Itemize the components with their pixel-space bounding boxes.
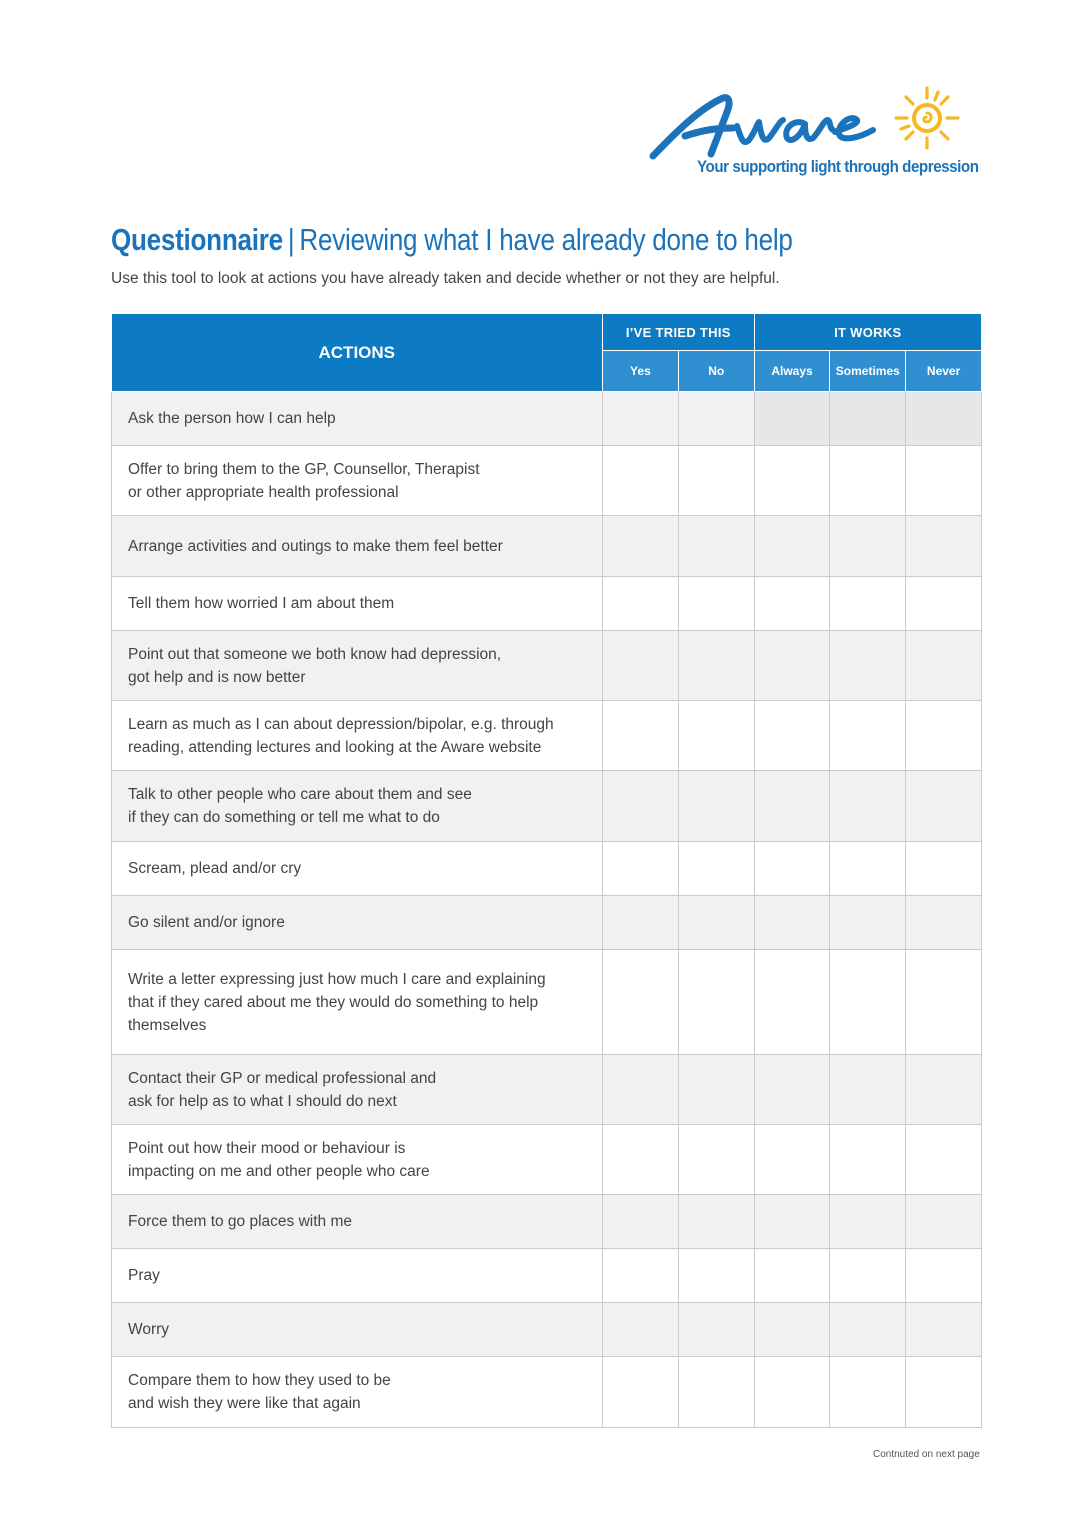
table-row xyxy=(112,1303,982,1357)
action-text-line: ask for help as to what I should do next xyxy=(128,1092,397,1110)
table-row xyxy=(112,446,982,516)
always-checkbox-cell[interactable] xyxy=(754,896,830,950)
no-checkbox-cell[interactable] xyxy=(678,516,754,577)
sometimes-checkbox-cell[interactable] xyxy=(830,771,906,842)
always-checkbox-cell[interactable] xyxy=(754,701,830,771)
action-text-line: Learn as much as I can about depression/bipolar, e.g. through xyxy=(128,715,554,733)
table-row xyxy=(112,701,982,771)
always-checkbox-cell[interactable] xyxy=(754,1357,830,1428)
action-cell xyxy=(112,1357,603,1428)
action-cell xyxy=(112,771,603,842)
continued-note: Contnuted on next page xyxy=(873,1449,980,1460)
sometimes-checkbox-cell[interactable] xyxy=(830,1125,906,1195)
yes-checkbox-cell[interactable] xyxy=(603,631,679,701)
title-separator: | xyxy=(287,222,295,257)
sometimes-checkbox-cell[interactable] xyxy=(830,631,906,701)
works-header: IT WORKS xyxy=(754,314,981,351)
table-row xyxy=(112,1125,982,1195)
table-row xyxy=(112,842,982,896)
action-text-line: impacting on me and other people who care xyxy=(128,1162,430,1180)
title-strong: Questionnaire xyxy=(111,222,283,257)
always-checkbox-cell[interactable] xyxy=(754,842,830,896)
action-text-line: Force them to go places with me xyxy=(128,1213,352,1230)
always-checkbox-cell[interactable] xyxy=(754,950,830,1055)
yes-checkbox-cell[interactable] xyxy=(603,1303,679,1357)
no-checkbox-cell[interactable] xyxy=(678,771,754,842)
action-text-line: Pray xyxy=(128,1267,160,1284)
sometimes-checkbox-cell[interactable] xyxy=(830,950,906,1055)
yes-checkbox-cell[interactable] xyxy=(603,1125,679,1195)
table-row xyxy=(112,577,982,631)
no-checkbox-cell[interactable] xyxy=(678,1357,754,1428)
action-text-line: Contact their GP or medical professional and xyxy=(128,1069,437,1087)
table-row xyxy=(112,1357,982,1428)
action-cell xyxy=(112,516,603,577)
never-checkbox-cell[interactable] xyxy=(906,1195,982,1249)
action-text-line: Offer to bring them to the GP, Counsellor, Therapist xyxy=(128,460,480,478)
no-checkbox-cell[interactable] xyxy=(678,896,754,950)
yes-checkbox-cell[interactable] xyxy=(603,771,679,842)
action-text-line: Go silent and/or ignore xyxy=(128,914,285,931)
sometimes-checkbox-cell[interactable] xyxy=(830,392,906,446)
action-cell xyxy=(112,577,603,631)
action-cell xyxy=(112,1249,603,1303)
page-title xyxy=(111,222,793,258)
never-checkbox-cell[interactable] xyxy=(906,1055,982,1125)
action-text-line: or other appropriate health professional xyxy=(128,483,399,501)
table-row xyxy=(112,1249,982,1303)
action-text-line: Write a letter expressing just how much I care and explaining xyxy=(128,970,546,988)
action-cell xyxy=(112,1195,603,1249)
always-checkbox-cell[interactable] xyxy=(754,771,830,842)
action-cell xyxy=(112,446,603,516)
sometimes-checkbox-cell[interactable] xyxy=(830,1303,906,1357)
never-checkbox-cell[interactable] xyxy=(906,1357,982,1428)
sometimes-checkbox-cell[interactable] xyxy=(830,896,906,950)
actions-header: ACTIONS xyxy=(112,314,603,392)
yes-checkbox-cell[interactable] xyxy=(603,950,679,1055)
table-row xyxy=(112,771,982,842)
action-text-line: Compare them to how they used to be xyxy=(128,1372,391,1389)
yes-checkbox-cell[interactable] xyxy=(603,896,679,950)
action-text-line: that if they cared about me they would do something to help xyxy=(128,993,539,1011)
sometimes-checkbox-cell[interactable] xyxy=(830,842,906,896)
never-checkbox-cell[interactable] xyxy=(906,631,982,701)
action-text-line: themselves xyxy=(128,1016,207,1034)
yes-checkbox-cell[interactable] xyxy=(603,701,679,771)
never-header: Never xyxy=(906,351,982,392)
always-checkbox-cell[interactable] xyxy=(754,392,830,446)
table-body xyxy=(112,392,982,1428)
table-row xyxy=(112,631,982,701)
never-checkbox-cell[interactable] xyxy=(906,446,982,516)
action-cell xyxy=(112,950,603,1055)
sometimes-header: Sometimes xyxy=(830,351,906,392)
always-checkbox-cell[interactable] xyxy=(754,1195,830,1249)
sometimes-checkbox-cell[interactable] xyxy=(830,701,906,771)
action-text-line: reading, attending lectures and looking at the Aware website xyxy=(128,738,542,756)
no-checkbox-cell[interactable] xyxy=(678,446,754,516)
always-checkbox-cell[interactable] xyxy=(754,446,830,516)
always-checkbox-cell[interactable] xyxy=(754,1303,830,1357)
action-text-line: got help and is now better xyxy=(128,668,306,686)
yes-checkbox-cell[interactable] xyxy=(603,446,679,516)
action-cell xyxy=(112,392,603,446)
yes-checkbox-cell[interactable] xyxy=(603,392,679,446)
table-row xyxy=(112,1195,982,1249)
table-row xyxy=(112,516,982,577)
action-cell xyxy=(112,701,603,771)
sun-icon xyxy=(896,88,958,148)
action-text-line: Arrange activities and outings to make them feel better xyxy=(128,537,503,555)
no-checkbox-cell[interactable] xyxy=(678,1303,754,1357)
no-checkbox-cell[interactable] xyxy=(678,1125,754,1195)
table-row xyxy=(112,1055,982,1125)
questionnaire-table xyxy=(111,313,982,1428)
sometimes-checkbox-cell[interactable] xyxy=(830,1055,906,1125)
yes-checkbox-cell[interactable] xyxy=(603,516,679,577)
action-text-line: Ask the person how I can help xyxy=(128,410,336,427)
yes-checkbox-cell[interactable] xyxy=(603,577,679,631)
tried-header: I’VE TRIED THIS xyxy=(603,314,755,351)
sometimes-checkbox-cell[interactable] xyxy=(830,1357,906,1428)
no-checkbox-cell[interactable] xyxy=(678,950,754,1055)
sometimes-checkbox-cell[interactable] xyxy=(830,1195,906,1249)
yes-checkbox-cell[interactable] xyxy=(603,842,679,896)
action-text-line: Point out how their mood or behaviour is xyxy=(128,1139,406,1157)
never-checkbox-cell[interactable] xyxy=(906,1249,982,1303)
always-checkbox-cell[interactable] xyxy=(754,1125,830,1195)
intro-text: Use this tool to look at actions you have already taken and decide whether or not they are helpful. xyxy=(111,270,780,287)
never-checkbox-cell[interactable] xyxy=(906,516,982,577)
never-checkbox-cell[interactable] xyxy=(906,896,982,950)
yes-checkbox-cell[interactable] xyxy=(603,1249,679,1303)
table-row xyxy=(112,392,982,446)
action-cell xyxy=(112,631,603,701)
never-checkbox-cell[interactable] xyxy=(906,392,982,446)
no-checkbox-cell[interactable] xyxy=(678,1249,754,1303)
yes-checkbox-cell[interactable] xyxy=(603,1357,679,1428)
never-checkbox-cell[interactable] xyxy=(906,842,982,896)
sometimes-checkbox-cell[interactable] xyxy=(830,446,906,516)
action-text-line: Scream, plead and/or cry xyxy=(128,860,302,877)
sometimes-checkbox-cell[interactable] xyxy=(830,577,906,631)
action-cell xyxy=(112,1303,603,1357)
table-row xyxy=(112,950,982,1055)
always-checkbox-cell[interactable] xyxy=(754,516,830,577)
action-text-line: Talk to other people who care about them and see xyxy=(128,786,472,803)
action-text-line: Worry xyxy=(128,1321,170,1338)
sometimes-checkbox-cell[interactable] xyxy=(830,1249,906,1303)
table-row xyxy=(112,896,982,950)
yes-checkbox-cell[interactable] xyxy=(603,1055,679,1125)
never-checkbox-cell[interactable] xyxy=(906,1125,982,1195)
sometimes-checkbox-cell[interactable] xyxy=(830,516,906,577)
always-header: Always xyxy=(754,351,830,392)
aware-logo xyxy=(645,78,990,188)
no-checkbox-cell[interactable] xyxy=(678,1195,754,1249)
no-header: No xyxy=(678,351,754,392)
never-checkbox-cell[interactable] xyxy=(906,1303,982,1357)
action-cell xyxy=(112,1125,603,1195)
always-checkbox-cell[interactable] xyxy=(754,577,830,631)
no-checkbox-cell[interactable] xyxy=(678,392,754,446)
yes-checkbox-cell[interactable] xyxy=(603,1195,679,1249)
action-text-line: and wish they were like that again xyxy=(128,1395,361,1412)
yes-header: Yes xyxy=(603,351,679,392)
logo-tagline: Your supporting light through depression xyxy=(697,158,979,176)
no-checkbox-cell[interactable] xyxy=(678,701,754,771)
never-checkbox-cell[interactable] xyxy=(906,950,982,1055)
action-cell xyxy=(112,1055,603,1125)
no-checkbox-cell[interactable] xyxy=(678,842,754,896)
action-cell xyxy=(112,842,603,896)
never-checkbox-cell[interactable] xyxy=(906,701,982,771)
always-checkbox-cell[interactable] xyxy=(754,1249,830,1303)
action-text-line: if they can do something or tell me what to do xyxy=(128,809,440,826)
always-checkbox-cell[interactable] xyxy=(754,1055,830,1125)
action-cell xyxy=(112,896,603,950)
no-checkbox-cell[interactable] xyxy=(678,631,754,701)
never-checkbox-cell[interactable] xyxy=(906,771,982,842)
never-checkbox-cell[interactable] xyxy=(906,577,982,631)
action-text-line: Tell them how worried I am about them xyxy=(128,595,395,612)
no-checkbox-cell[interactable] xyxy=(678,577,754,631)
always-checkbox-cell[interactable] xyxy=(754,631,830,701)
action-text-line: Point out that someone we both know had depression, xyxy=(128,645,502,663)
title-rest: Reviewing what I have already done to help xyxy=(299,222,793,257)
no-checkbox-cell[interactable] xyxy=(678,1055,754,1125)
